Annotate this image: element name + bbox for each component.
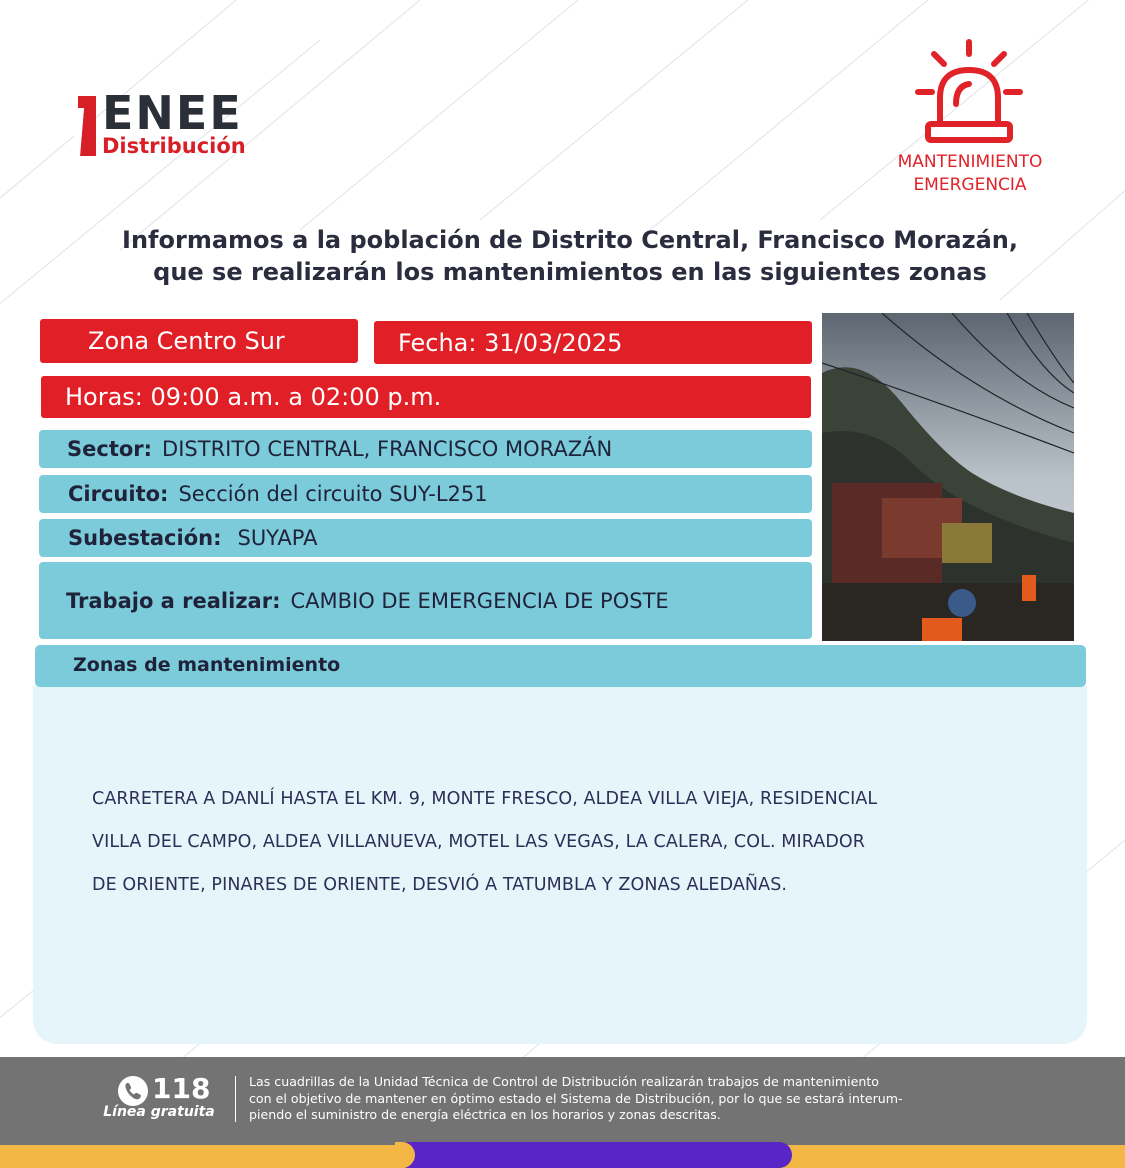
zones-list — [92, 778, 1052, 907]
footer-line-3: piendo el suministro de energía eléctrica en los horarios y zonas descritas. — [249, 1107, 721, 1122]
sector-value: DISTRITO CENTRAL, FRANCISCO MORAZÁN — [162, 437, 613, 461]
circuit-label: Circuito: — [68, 482, 169, 506]
siren-icon — [912, 38, 1024, 146]
hours-badge: Horas: 09:00 a.m. a 02:00 p.m. — [41, 376, 811, 418]
zone-badge: Zona Centro Sur — [40, 319, 358, 363]
zones-line-1: CARRETERA A DANLÍ HASTA EL KM. 9, MONTE FRESCO, ALDEA VILLA VIEJA, RESIDENCIAL — [92, 789, 878, 809]
headline-line-2: que se realizarán los mantenimientos en las siguientes zonas — [153, 258, 987, 286]
headline-line-1: Informamos a la población de Distrito Central, Francisco Morazán, — [122, 226, 1018, 254]
headline — [20, 224, 1120, 288]
work-row — [39, 562, 812, 639]
work-label: Trabajo a realizar: — [66, 588, 281, 613]
zones-header: Zonas de mantenimiento — [35, 645, 1086, 687]
phone-label: Línea gratuita — [103, 1104, 215, 1120]
logo-mark-icon — [74, 96, 96, 156]
substation-row — [39, 519, 812, 557]
date-badge: Fecha: 31/03/2025 — [374, 321, 812, 364]
emergency-line-1: MANTENIMIENTO — [897, 152, 1043, 172]
phone-icon — [117, 1075, 149, 1107]
sector-row — [39, 430, 812, 468]
footer-notice — [249, 1074, 1049, 1124]
substation-label: Subestación: — [68, 526, 222, 550]
circuit-value: Sección del circuito SUY-L251 — [178, 482, 488, 506]
substation-value: SUYAPA — [237, 526, 318, 550]
emergency-label — [860, 151, 1080, 197]
enee-logo — [74, 86, 294, 162]
phone-number: 118 — [152, 1072, 211, 1105]
work-value: CAMBIO DE EMERGENCIA DE POSTE — [290, 588, 669, 613]
zones-line-3: DE ORIENTE, PINARES DE ORIENTE, DESVIÓ A TATUMBLA Y ZONAS ALEDAÑAS. — [92, 875, 788, 895]
circuit-row — [39, 475, 812, 513]
zones-line-2: VILLA DEL CAMPO, ALDEA VILLANUEVA, MOTEL LAS VEGAS, LA CALERA, COL. MIRADOR — [92, 832, 866, 852]
emergency-line-2: EMERGENCIA — [913, 175, 1027, 195]
logo-subtitle: Distribución — [102, 134, 246, 158]
footer-divider — [235, 1076, 236, 1122]
footer-line-2: con el objetivo de mantener en óptimo estado el Sistema de Distribución, por lo que se estará interum- — [249, 1090, 903, 1106]
bottom-accent — [395, 1142, 792, 1168]
footer-line-1: Las cuadrillas de la Unidad Técnica de Control de Distribución realizarán trabajos de mantenimiento — [249, 1074, 879, 1089]
sector-label: Sector: — [67, 437, 153, 461]
logo-text: ENEE — [102, 86, 243, 140]
maintenance-photo — [822, 313, 1074, 641]
